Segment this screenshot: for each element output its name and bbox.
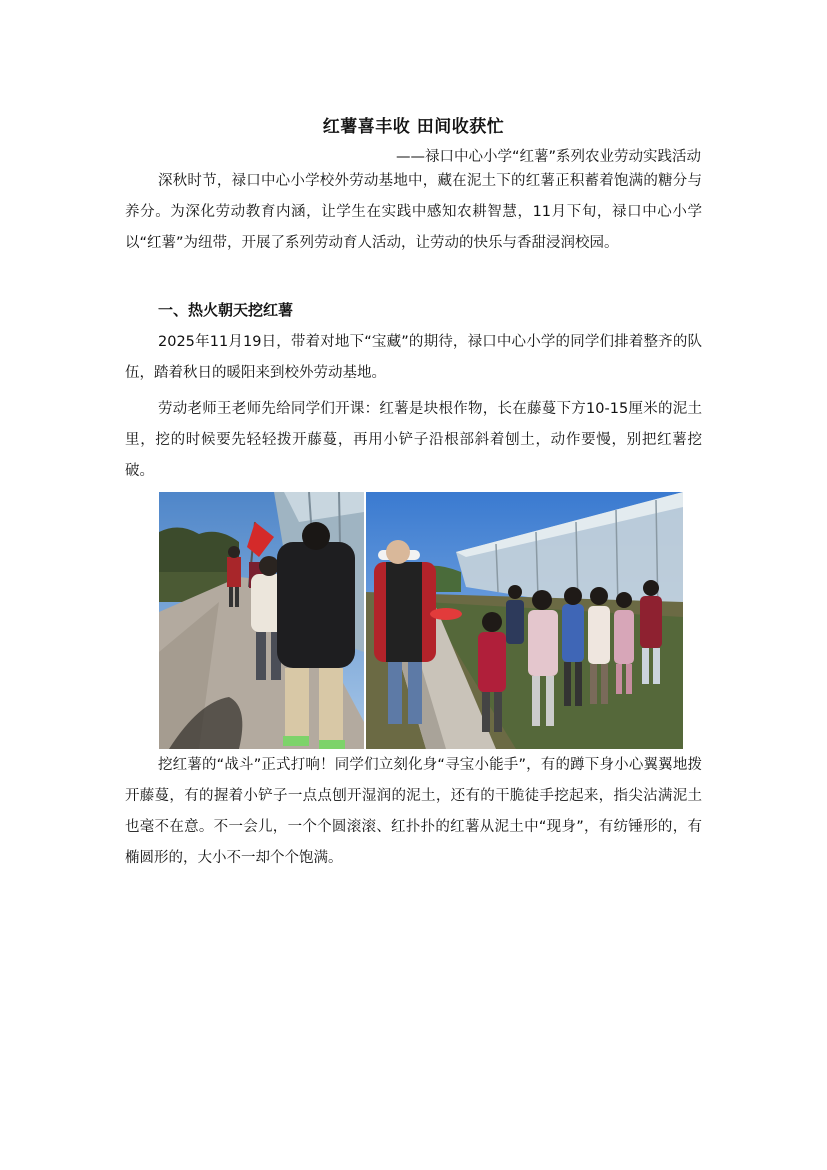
page-title: 红薯喜丰收 田间收获忙	[322, 117, 505, 137]
photo-teacher-class-greenhouse	[366, 492, 683, 749]
page-subtitle: ——禄口中心小学“红薯”系列农业劳动实践活动	[395, 149, 701, 165]
paragraph-1: 2025年11月19日，带着对地下“宝藏”的期待，禄口中心小学的同学们排着整齐的队伍，踏着秋日的暖阳来到校外劳动基地。	[125, 334, 702, 381]
intro-paragraph: 深秋时节，禄口中心小学校外劳动基地中，藏在泥土下的红薯正积蓄着饱满的糖分与养分。为深化劳动教育内涵，让学生在实践中感知农耕智慧，11月下旬，禄口中心小学以“红薯”为纽带，开展了系列劳动育人活动，让劳动的快乐与香甜浸润校园。	[125, 173, 702, 251]
photo-students-walking-path	[159, 492, 364, 749]
photo-row	[159, 492, 683, 749]
paragraph-3: 挖红薯的“战斗”正式打响！同学们立刻化身“寻宝小能手”，有的蹲下身小心翼翼地拨开藤蔓，有的握着小铲子一点点刨开湿润的泥土，还有的干脆徒手挖起来，指尖沾满泥土也毫不在意。不一会儿，一个个圆滚滚、红扑扑的红薯从泥土中“现身”，有纺锤形的，有椭圆形的，大小不一却个个饱满。	[125, 757, 702, 866]
paragraph-2: 劳动老师王老师先给同学们开课：红薯是块根作物，长在藤蔓下方10-15厘米的泥土里，挖的时候要先轻轻拨开藤蔓，再用小铲子沿根部斜着刨土，动作要慢，别把红薯挖破。	[125, 401, 702, 479]
section-heading: 一、热火朝天挖红薯	[158, 301, 294, 319]
